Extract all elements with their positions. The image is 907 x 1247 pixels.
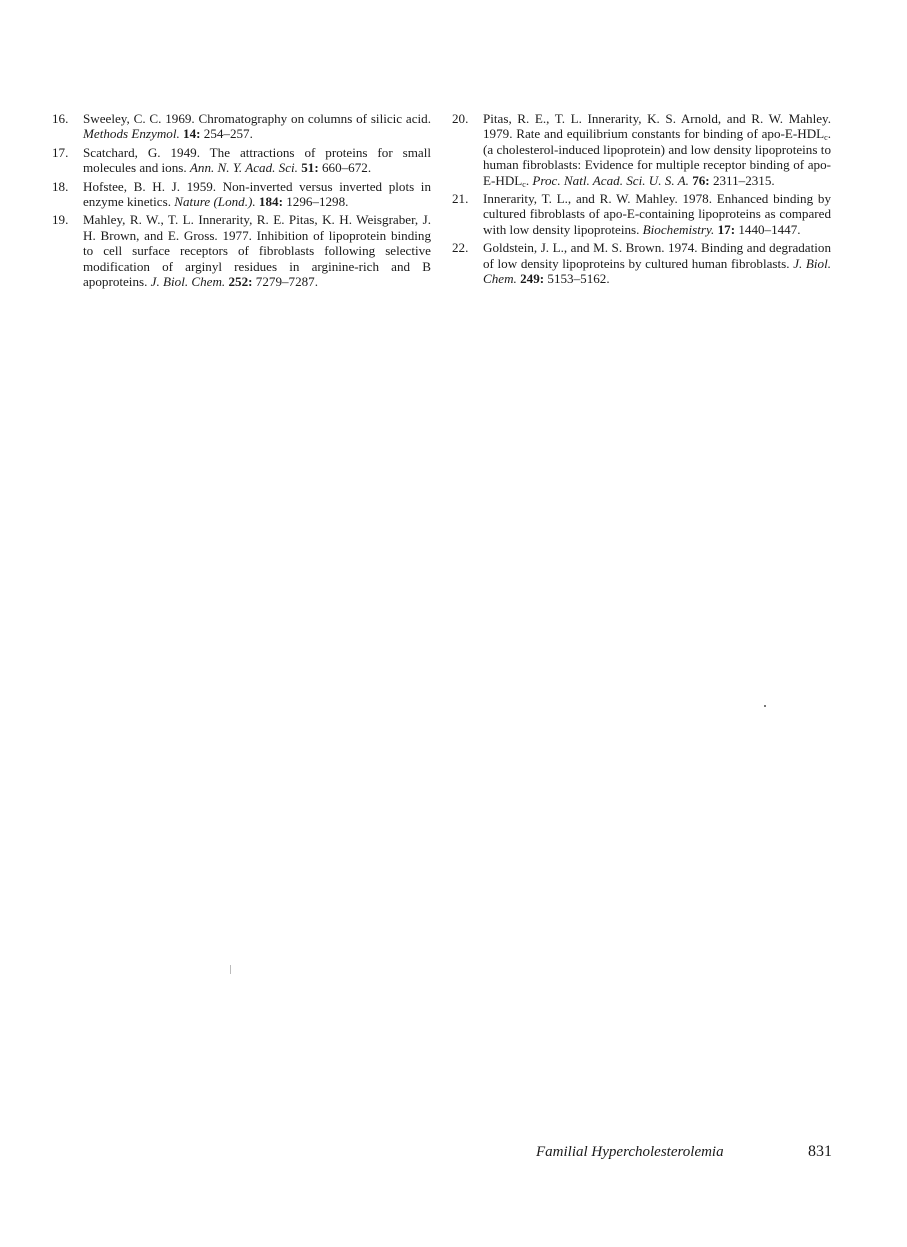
reference-pages: 254–257.	[203, 126, 253, 142]
reference-item	[452, 191, 831, 237]
reference-journal: J. Biol. Chem.	[150, 274, 226, 290]
reference-number: 22.	[452, 240, 469, 256]
reference-volume: 17:	[717, 221, 736, 237]
reference-volume: 76:	[692, 172, 710, 188]
reference-pages: 1440–1447.	[738, 221, 801, 237]
reference-number: 16.	[52, 111, 69, 126]
reference-item	[452, 240, 831, 286]
reference-column-left	[52, 111, 431, 292]
reference-volume: 51:	[301, 160, 319, 176]
reference-text	[483, 111, 831, 188]
reference-text	[83, 179, 431, 210]
reference-number: 21.	[452, 191, 469, 207]
subscript: c	[522, 179, 526, 189]
reference-text	[83, 212, 431, 289]
reference-authors: Hofstee, B. H. J. 1959. Non-inverted versus inverted plots in enzyme kinetics.	[83, 178, 431, 210]
scan-speck	[230, 965, 231, 974]
reference-item	[52, 212, 431, 289]
reference-pages: 660–672.	[321, 160, 372, 176]
reference-text	[83, 145, 431, 176]
reference-authors: Innerarity, T. L., and R. W. Mahley. 1978. Enhanced binding by cultured fibroblasts of apo-E-containing lipoproteins as compared with low density lipoproteins.	[483, 191, 831, 237]
reference-text	[483, 240, 831, 286]
reference-item	[52, 179, 431, 210]
reference-authors: Sweeley, C. C. 1969. Chromatography on columns of silicic acid.	[83, 111, 431, 126]
reference-number: 19.	[52, 212, 69, 228]
reference-journal: Methods Enzymol.	[83, 126, 180, 142]
reference-number: 20.	[452, 111, 469, 126]
subscript: c	[824, 133, 828, 143]
reference-item	[452, 111, 831, 188]
reference-journal: Biochemistry.	[642, 221, 715, 237]
reference-number: 17.	[52, 144, 69, 160]
reference-item	[52, 111, 431, 142]
reference-pages: 2311–2315.	[712, 172, 775, 188]
reference-column-right	[452, 111, 831, 289]
reference-authors: Mahley, R. W., T. L. Innerarity, R. E. Pitas, K. H. Weisgraber, J. H. Brown, and E. Gross. 1977. Inhibition of lipoprotein binding to cell surface receptors of fibroblasts following selective modification of arginyl residues in arginine-rich and B apoproteins.	[83, 212, 431, 290]
reference-volume: 14:	[183, 126, 201, 142]
reference-volume: 184:	[258, 194, 283, 210]
reference-authors-end: .	[525, 172, 530, 188]
reference-journal: Nature (Lond.).	[174, 194, 256, 210]
reference-volume: 249:	[520, 271, 545, 287]
reference-pages: 7279–7287.	[255, 274, 318, 290]
reference-authors-cont: . (a cholesterol-induced lipoprotein) and low density lipoproteins to human fibroblasts: Evidence for multiple receptor binding of apo-E-HDL	[483, 126, 831, 188]
reference-pages: 1296–1298.	[286, 194, 349, 210]
reference-volume: 252:	[228, 274, 253, 290]
running-title: Familial Hypercholesterolemia	[536, 1144, 724, 1160]
reference-authors: Goldstein, J. L., and M. S. Brown. 1974. Binding and degradation of low density lipoproteins by cultured human fibroblasts.	[483, 240, 831, 271]
reference-journal: Ann. N. Y. Acad. Sci.	[189, 160, 298, 176]
scan-speck	[764, 705, 766, 707]
reference-journal: J. Biol. Chem.	[483, 255, 831, 287]
reference-text	[483, 191, 831, 237]
reference-authors: Scatchard, G. 1949. The attractions of proteins for small molecules and ions.	[83, 144, 431, 176]
reference-item	[52, 145, 431, 176]
reference-number: 18.	[52, 178, 69, 194]
reference-pages: 5153–5162.	[547, 271, 610, 287]
reference-journal: Proc. Natl. Acad. Sci. U. S. A.	[532, 172, 689, 188]
page-number: 831	[808, 1143, 832, 1160]
reference-authors: Pitas, R. E., T. L. Innerarity, K. S. Arnold, and R. W. Mahley. 1979. Rate and equilibrium constants for binding of apo-E-HDL	[483, 111, 831, 142]
reference-text	[83, 111, 431, 142]
